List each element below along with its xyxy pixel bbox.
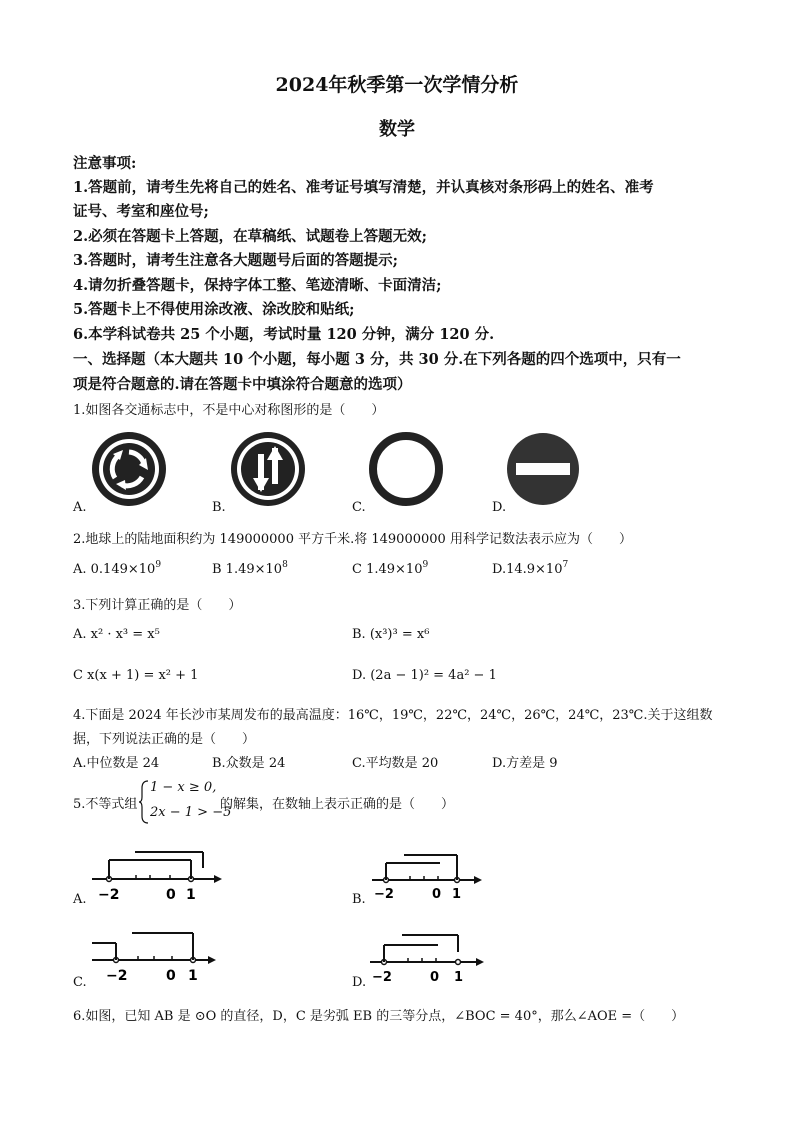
q1-option-b-label: B. <box>212 500 226 515</box>
question-5-prefix: 5.不等式组 <box>73 797 138 812</box>
notice-item-4: 4.请勿折叠答题卡，保持字体工整、笔迹清晰、卡面清洁; <box>73 277 442 294</box>
q2-option-b: B $1.49\times 10^8$ <box>212 560 288 577</box>
number-line-d <box>368 932 493 986</box>
question-5-suffix: 的解集，在数轴上表示正确的是（ ） <box>220 797 455 812</box>
q4-option-d: D.方差是 9 <box>492 756 558 771</box>
number-line-a <box>90 848 230 908</box>
notice-heading: 注意事项: <box>73 155 137 172</box>
q2-option-a: A. $0.149\times 10^9$ <box>73 560 162 577</box>
q5-option-b-label: B. <box>352 892 366 907</box>
notice-item-6: 6.本学科试卷共 25 个小题，考试时量 120 分钟，满分 120 分. <box>73 326 495 343</box>
tick-label-0: 0 <box>430 970 440 985</box>
inequality-2: 2x − 1 > −5 <box>150 805 232 820</box>
number-line-b <box>370 852 490 904</box>
q5-option-a-label: A. <box>73 892 87 907</box>
tick-label-neg2: −2 <box>374 887 394 902</box>
q3-option-c: C x(x + 1) = x² + 1 <box>73 668 199 683</box>
q1-option-c-label: C. <box>352 500 366 515</box>
question-2-stem: 2.地球上的陆地面积约为 149000000 平方千米.将 149000000 用科学记数法表示应为（ ） <box>73 532 632 547</box>
tick-label-1: 1 <box>454 970 464 985</box>
notice-item-5: 5.答题卡上不得使用涂改液、涂改胶和贴纸; <box>73 301 355 318</box>
question-3-stem: 3.下列计算正确的是（ ） <box>73 598 242 613</box>
question-1-stem: 1.如图各交通标志中，不是中心对称图形的是（ ） <box>73 403 385 418</box>
notice-item-3: 3.答题时，请考生注意各大题题号后面的答题提示; <box>73 252 398 269</box>
q3-option-a: A. x² · x³ = x⁵ <box>73 627 160 642</box>
q3-option-b: B. (x³)³ = x⁶ <box>352 627 430 642</box>
q1-option-a-label: A. <box>73 500 87 515</box>
tick-label-1: 1 <box>188 968 198 984</box>
q2-option-c: C $1.49\times 10^9$ <box>352 560 429 577</box>
number-line-c <box>90 930 225 986</box>
section-heading: 一、选择题（本大题共 10 个小题，每小题 3 分，共 30 分.在下列各题的四个选项中，只有一 <box>73 351 681 368</box>
inequality-1: 1 − x ≥ 0, <box>150 780 217 795</box>
q3-option-d: D. (2a − 1)² = 4a² − 1 <box>352 668 497 683</box>
tick-label-1: 1 <box>452 887 462 902</box>
tick-label-0: 0 <box>432 887 442 902</box>
tick-label-0: 0 <box>166 887 176 903</box>
q4-option-b: B.众数是 24 <box>212 756 286 771</box>
q4-option-a: A.中位数是 24 <box>73 756 160 771</box>
q5-option-d-label: D. <box>352 975 367 990</box>
question-4-stem-cont: 据，下列说法正确的是（ ） <box>73 732 256 747</box>
notice-item-2: 2.必须在答题卡上答题，在草稿纸、试题卷上答题无效; <box>73 228 427 245</box>
tick-label-1: 1 <box>186 887 196 903</box>
notice-item-1-cont: 证号、考室和座位号; <box>73 203 209 220</box>
page-title: 2024年秋季第一次学情分析 <box>275 74 519 96</box>
notice-item-1: 1.答题前，请考生先将自己的姓名、准考证号填写清楚，并认真核对条形码上的姓名、准考 <box>73 179 654 196</box>
q4-option-c: C.平均数是 20 <box>352 756 439 771</box>
tick-label-neg2: −2 <box>372 970 392 985</box>
section-heading-cont: 项是符合题意的.请在答题卡中填涂符合题意的选项） <box>73 376 412 393</box>
tick-label-neg2: −2 <box>98 887 120 903</box>
no-vehicles-ring-sign-icon <box>367 430 445 508</box>
q1-option-d-label: D. <box>492 500 507 515</box>
two-way-traffic-sign-icon <box>229 430 307 508</box>
tick-label-0: 0 <box>166 968 176 984</box>
no-entry-sign-icon <box>506 432 580 506</box>
question-4-stem: 4.下面是 2024 年长沙市某周发布的最高温度：16℃，19℃，22℃，24℃，26℃，24℃，23℃.关于这组数 <box>73 708 713 723</box>
tick-label-neg2: −2 <box>106 968 128 984</box>
subject-title: 数学 <box>379 119 415 140</box>
q5-option-c-label: C. <box>73 975 87 990</box>
q2-option-d: $D.14.9\times 10^7$ <box>492 560 569 577</box>
system-brace <box>139 780 149 824</box>
question-6-stem: 6.如图，已知 AB 是 ⊙O 的直径，D，C 是劣弧 EB 的三等分点，∠BOC = 40°，那么∠AOE =（ ） <box>73 1009 685 1024</box>
roundabout-sign-icon <box>90 430 168 508</box>
